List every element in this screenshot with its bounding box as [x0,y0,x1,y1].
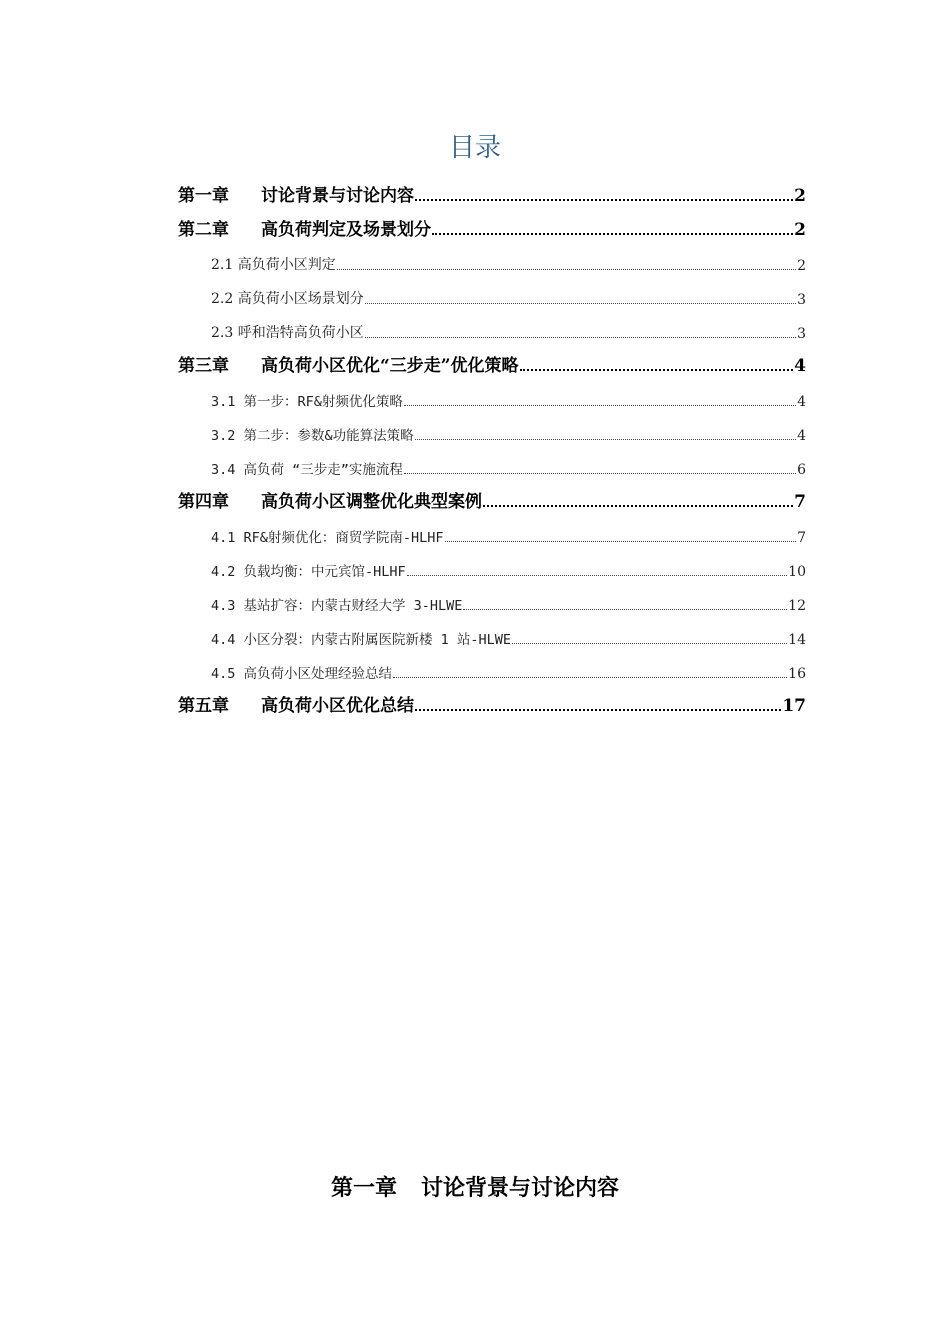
toc-entry-title: 讨论背景与讨论内容 [261,186,414,206]
toc-entry-title: 高负荷小区优化“三步走”优化策略 [261,356,519,376]
toc-entry-section-4-3[interactable] [178,580,806,614]
dot-leader [415,708,781,711]
toc-entry-title: 3.4 高负荷 “三步走”实施流程 [211,462,403,478]
toc-chapter-number: 第二章 [178,220,229,240]
toc-entry-chapter-1[interactable] [178,172,806,206]
toc-chapter-number: 第四章 [178,492,229,512]
toc-page-number: 3 [797,292,806,308]
toc-entry-title: 高负荷小区优化总结 [261,696,414,716]
toc-entry-chapter-5[interactable] [178,682,806,716]
toc-entry-title: 4.4 小区分裂：内蒙古附属医院新楼 1 站-HLWE [211,632,512,648]
toc-page-number: 10 [788,564,806,580]
toc-page-number: 3 [797,326,806,342]
toc-entry-section-3-2[interactable] [178,410,806,444]
dot-leader [404,404,796,406]
dot-leader [463,608,787,610]
toc-entry-title: 2.2 高负荷小区场景划分 [211,291,364,307]
dot-leader [365,336,796,338]
chapter-heading-number: 第一章 [330,1175,397,1201]
toc-page-number: 2 [794,186,806,206]
table-of-contents [178,172,806,716]
dot-leader [432,232,793,235]
toc-entry-section-2-3[interactable] [178,308,806,342]
dot-leader [337,268,796,270]
toc-entry-chapter-2[interactable] [178,206,806,240]
toc-entry-section-2-2[interactable] [178,274,806,308]
dot-leader [520,368,794,371]
chapter-heading-title: 讨论背景与讨论内容 [421,1175,620,1201]
toc-entry-title: 3.2 第二步：参数&功能算法策略 [211,428,414,444]
toc-page-number: 2 [797,258,806,274]
toc-entry-title: 4.5 高负荷小区处理经验总结 [211,666,393,682]
toc-page-number: 4 [794,356,806,376]
toc-page-number: 7 [794,492,806,512]
toc-entry-section-3-1[interactable] [178,376,806,410]
toc-entry-title: 4.3 基站扩容：内蒙古财经大学 3-HLWE [211,598,463,614]
toc-entry-section-4-4[interactable] [178,614,806,648]
toc-page-number: 17 [782,696,806,716]
toc-chapter-number: 第三章 [178,356,229,376]
toc-entry-section-4-1[interactable] [178,512,806,546]
toc-entry-title: 高负荷小区调整优化典型案例 [261,492,482,512]
toc-page-number: 12 [788,598,806,614]
toc-entry-title: 4.1 RF&射频优化：商贸学院南-HLHF [211,530,444,546]
dot-leader [445,540,797,542]
toc-entry-chapter-3[interactable] [178,342,806,376]
toc-entry-title: 3.1 第一步：RF&射频优化策略 [211,394,403,410]
toc-entry-section-3-4[interactable] [178,444,806,478]
toc-chapter-number: 第五章 [178,696,229,716]
toc-page-number: 2 [794,220,806,240]
chapter-heading [0,1168,950,1208]
dot-leader [415,438,796,440]
dot-leader [512,642,787,644]
dot-leader [365,302,796,304]
toc-page-number: 14 [788,632,806,648]
toc-page-number: 4 [797,428,806,444]
toc-page-number: 6 [797,462,806,478]
toc-page-number: 16 [788,666,806,682]
toc-entry-section-4-2[interactable] [178,546,806,580]
toc-page-number: 7 [797,530,806,546]
toc-chapter-number: 第一章 [178,186,229,206]
toc-title: 目录 [448,133,501,163]
dot-leader [404,472,796,474]
toc-entry-chapter-4[interactable] [178,478,806,512]
toc-entry-title: 2.1 高负荷小区判定 [211,257,336,273]
toc-entry-title: 4.2 负载均衡：中元宾馆-HLHF [211,564,406,580]
toc-page-number: 4 [797,394,806,410]
toc-entry-section-4-5[interactable] [178,648,806,682]
dot-leader [407,574,788,576]
toc-entry-title: 高负荷判定及场景划分 [261,220,431,240]
toc-entry-title: 2.3 呼和浩特高负荷小区 [211,325,364,341]
toc-entry-section-2-1[interactable] [178,240,806,274]
dot-leader [483,504,793,507]
dot-leader [393,676,787,678]
dot-leader [415,198,793,201]
